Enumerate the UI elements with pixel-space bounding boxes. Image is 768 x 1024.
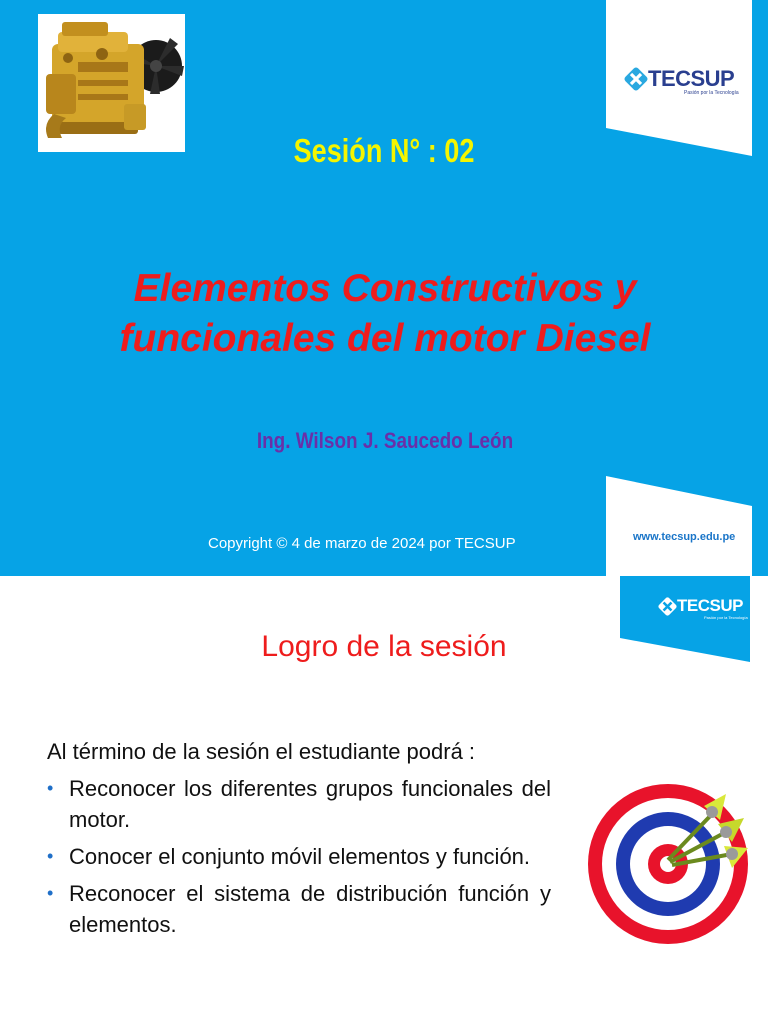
objectives-slide	[0, 576, 768, 1024]
website-tab	[606, 476, 752, 576]
session-number: Sesión N° : 02	[293, 132, 475, 169]
author-name: Ing. Wilson J. Saucedo León	[256, 428, 514, 453]
brand-name-2: TECSUP	[677, 596, 743, 615]
bullet-icon: •	[47, 778, 54, 798]
objectives-intro: Al término de la sesión el estudiante podrá :	[47, 739, 476, 764]
bullet-icon: •	[47, 846, 54, 866]
slide-heading: Logro de la sesión	[261, 630, 507, 663]
list-item-text: Reconocer el sistema de distribución función y elementos.	[69, 881, 551, 937]
tecsup-logo-icon-2	[658, 597, 677, 616]
title-line-2: funcionales del motor Diesel	[119, 317, 651, 360]
copyright-notice: Copyright © 4 de marzo de 2024 por TECSUP	[208, 535, 516, 552]
list-item	[47, 841, 551, 872]
title-line-1: Elementos Constructivos y	[133, 267, 637, 310]
tecsup-logo-icon	[624, 67, 648, 91]
objectives-list	[47, 773, 551, 946]
list-item-text: Conocer el conjunto móvil elementos y función.	[69, 844, 531, 869]
bullet-icon: •	[47, 883, 54, 903]
brand-name: TECSUP	[648, 66, 735, 91]
list-item	[47, 773, 551, 835]
presentation-title	[60, 264, 710, 364]
list-item	[47, 878, 551, 940]
target-darts-image	[586, 772, 756, 952]
tecsup-logo	[624, 66, 739, 96]
brand-tagline-2: Pasión por la Tecnología	[704, 615, 748, 620]
tecsup-logo-2	[658, 596, 748, 620]
website-link[interactable]: www.tecsup.edu.pe	[633, 531, 736, 543]
list-item-text: Reconocer los diferentes grupos funcionales del motor.	[69, 776, 551, 832]
brand-tagline: Pasión por la Tecnología	[684, 90, 739, 96]
